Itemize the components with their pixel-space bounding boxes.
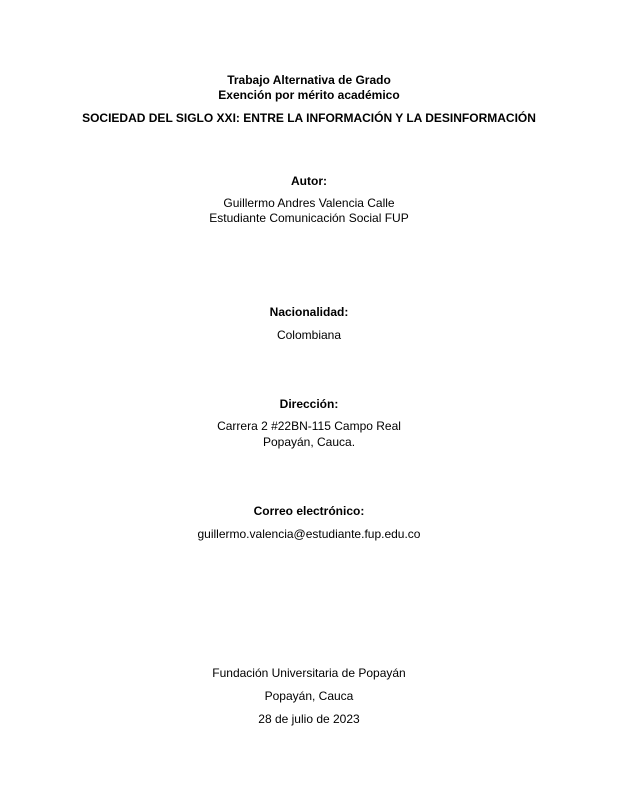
- footer-city: Popayán, Cauca: [264, 689, 354, 703]
- address-line-2: Popayán, Cauca.: [262, 435, 356, 449]
- exemption-subtitle: Exención por mérito académico: [218, 88, 400, 102]
- nationality-value: Colombiana: [276, 328, 342, 342]
- author-label: Autor:: [291, 174, 327, 188]
- institution-name: Fundación Universitaria de Popayán: [212, 666, 406, 680]
- address-label: Dirección:: [279, 397, 339, 411]
- nationality-label: Nacionalidad:: [269, 305, 349, 319]
- document-type: Trabajo Alternativa de Grado: [227, 73, 391, 87]
- email-value: guillermo.valencia@estudiante.fup.edu.co: [197, 527, 421, 541]
- footer-date: 28 de julio de 2023: [258, 712, 360, 726]
- address-line-1: Carrera 2 #22BN-115 Campo Real: [217, 419, 401, 433]
- document-title: SOCIEDAD DEL SIGLO XXI: ENTRE LA INFORMACIÓN Y LA DESINFORMACIÓN: [82, 111, 536, 125]
- email-label: Correo electrónico:: [253, 504, 365, 518]
- author-role: Estudiante Comunicación Social FUP: [209, 211, 409, 225]
- author-name: Guillermo Andres Valencia Calle: [223, 196, 395, 210]
